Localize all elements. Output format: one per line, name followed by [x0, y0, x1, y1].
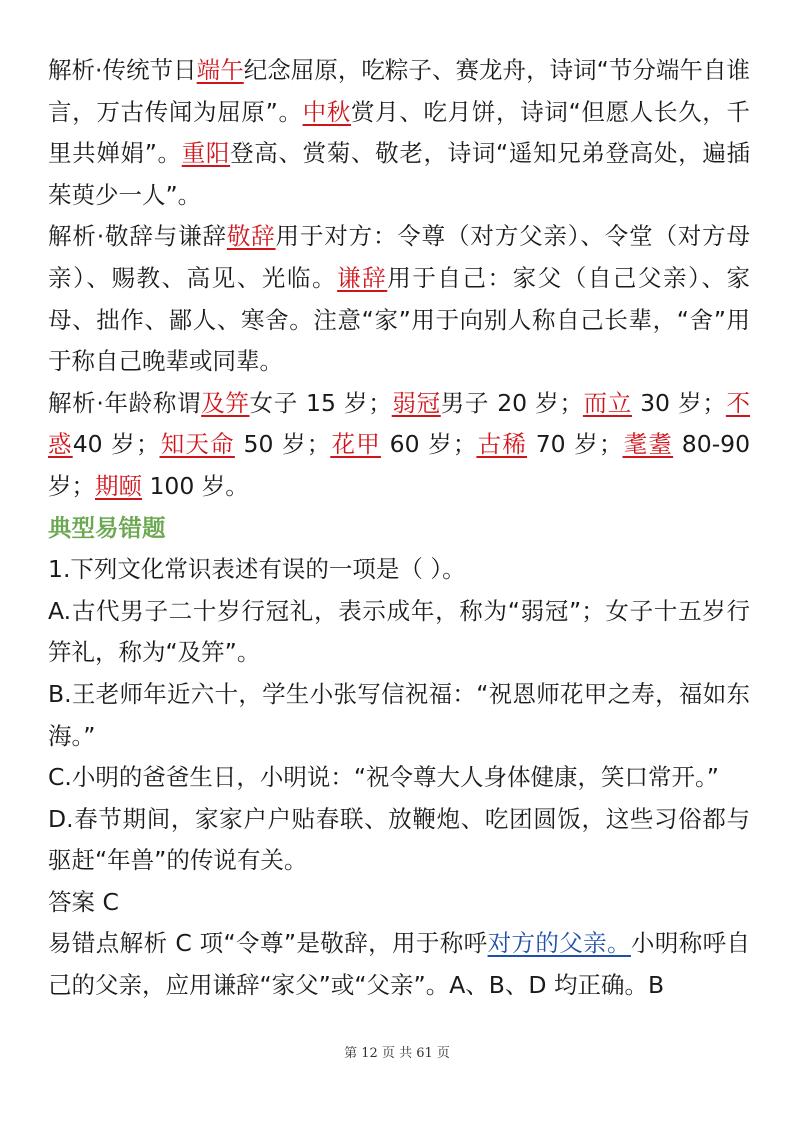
age-20: 男子 20 岁；: [440, 388, 583, 417]
answer-line: 答案 C: [48, 887, 119, 916]
term-jingci: 敬辞: [226, 222, 276, 251]
age-15: 女子 15 岁；: [249, 388, 392, 417]
explanation-highlight: 对方的父亲。: [487, 929, 631, 958]
question-stem: 1.下列文化常识表述有误的一项是（ ）。: [48, 555, 466, 584]
duanwu-desc: 纪念屈原，吃粽子、赛龙舟，诗词“节分端午自谁言，万古传闻为屈原”。: [48, 56, 750, 126]
festival-intro: 解析·传统节日: [48, 56, 197, 84]
zhongqiu-desc: 赏月、吃月饼，诗词“但愿人长久，千里共婵娟”。: [48, 97, 750, 168]
option-d: D.春节期间，家家户户贴春联、放鞭炮、吃团圆饭，这些习俗都与驱赶“年兽”的传说有关。: [48, 804, 750, 875]
term-maodie: 耄耋: [622, 430, 674, 459]
option-a: A.古代男子二十岁行冠礼，表示成年，称为“弱冠”；女子十五岁行笄礼，称为“及笄”。: [48, 596, 750, 667]
page-footer: 第 12 页 共 61 页: [344, 1046, 450, 1061]
age-60: 60 岁；: [380, 430, 477, 459]
term-zhitianming: 知天命: [159, 430, 235, 459]
festival-paragraph: [48, 50, 750, 216]
age-intro: 解析·年龄称谓: [48, 388, 202, 417]
page-body: [48, 50, 750, 1007]
term-ruoguan: 弱冠: [391, 388, 441, 417]
age-80-90: 80-90 岁；: [48, 430, 751, 500]
explanation-paragraph: [48, 923, 750, 1006]
chongyang-desc: 登高、赏菊、敬老，诗词“遥知兄弟登高处，遍插茱萸少一人”。: [48, 139, 750, 209]
explanation-start: 易错点解析 C 项“令尊”是敬辞，用于称呼: [48, 929, 488, 958]
explanation-rest: 小明称呼自己的父亲，应用谦辞“家父”或“父亲”。A、B、D 均正确。B: [48, 929, 750, 1000]
age-70: 70 岁；: [527, 430, 623, 459]
age-50: 50 岁；: [234, 430, 331, 459]
honorific-intro: 解析·敬辞与谦辞: [48, 222, 227, 251]
section-title: 典型易错题: [48, 513, 166, 542]
term-huajia: 花甲: [330, 430, 381, 459]
option-c: C.小明的爸爸生日，小明说：“祝令尊大人身体健康，笑口常开。”: [48, 763, 719, 792]
term-zhongqiu: 中秋: [302, 97, 351, 126]
age-paragraph: [48, 383, 750, 508]
honorific-paragraph: [48, 216, 750, 382]
term-chongyang: 重阳: [181, 139, 231, 168]
age-100: 100 岁。: [142, 471, 249, 500]
age-40: 40 岁；: [72, 430, 160, 459]
term-qianci: 谦辞: [337, 263, 388, 292]
jingci-desc: 用于对方：令尊（对方父亲）、令堂（对方母亲）、赐教、高见、光临。: [48, 222, 751, 292]
age-30: 30 岁；: [631, 388, 726, 417]
term-buhuo: 不惑: [48, 388, 750, 459]
term-qiyi: 期颐: [95, 471, 142, 500]
term-jiji: 及笄: [201, 388, 250, 417]
qianci-desc: 用于自己：家父（自己父亲）、家母、拙作、鄙人、寒舍。注意“家”用于向别人称自己长辈，“舍”用于称自己晚辈或同辈。: [48, 263, 751, 376]
option-b: B.王老师年近六十，学生小张写信祝福：“祝恩师花甲之寿，福如东海。”: [48, 679, 750, 750]
term-duanwu: 端午: [196, 56, 244, 84]
term-erli: 而立: [582, 388, 632, 417]
term-guxi: 古稀: [476, 430, 528, 459]
